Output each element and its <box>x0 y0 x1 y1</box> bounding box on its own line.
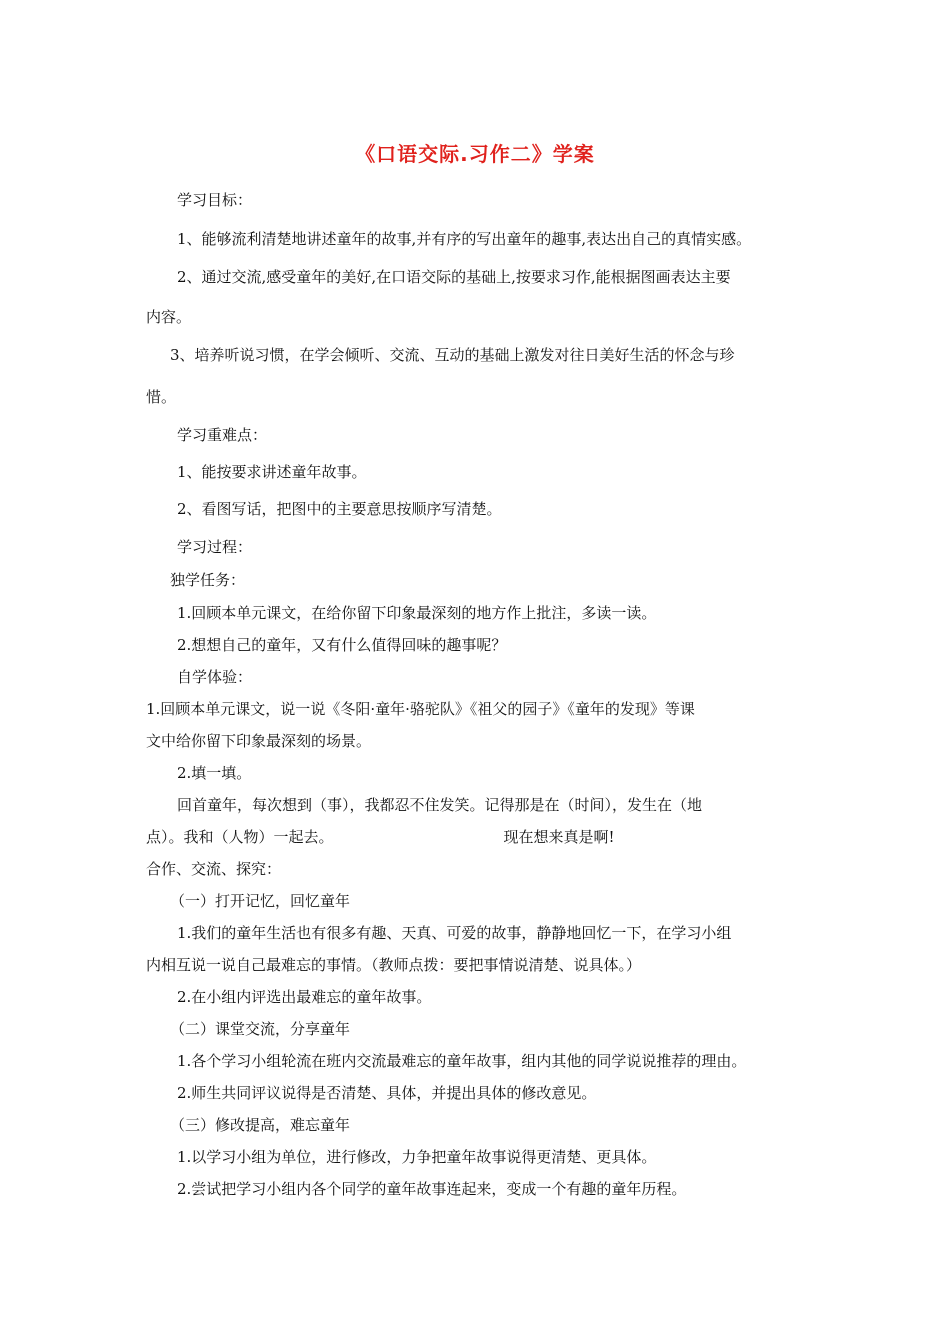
objectives-heading: 学习目标： <box>177 191 253 209</box>
self-study-item-2: 2.想想自己的童年，又有什么值得回味的趣事呢？ <box>177 636 507 654</box>
fill-in-line2 <box>146 827 615 847</box>
self-study-heading: 独学任务： <box>170 571 246 589</box>
part3-item-1: 1.以学习小组为单位，进行修改，力争把童年故事说得更清楚、更具体。 <box>177 1148 657 1166</box>
objective-3-line1: 3、培养听说习惯，在学会倾听、交流、互动的基础上激发对往日美好生活的怀念与珍 <box>170 346 735 364</box>
experience-heading: 自学体验： <box>177 668 253 686</box>
document-title: 《口语交际.习作二》学案 <box>355 142 595 166</box>
part2-item-2: 2.师生共同评议说得是否清楚、具体，并提出具体的修改意见。 <box>177 1084 597 1102</box>
part1-heading: （一）打开记忆，回忆童年 <box>170 892 351 910</box>
experience-item-1-line2: 文中给你留下印象最深刻的场景。 <box>146 732 372 750</box>
part2-item-1: 1.各个学习小组轮流在班内交流最难忘的童年故事，组内其他的同学说说推荐的理由。 <box>177 1052 747 1070</box>
key-points-heading: 学习重难点： <box>177 426 268 444</box>
key-point-2: 2、看图写话，把图中的主要意思按顺序写清楚。 <box>177 500 502 518</box>
cooperation-heading: 合作、交流、探究： <box>146 860 282 878</box>
objective-3-line2: 惜。 <box>146 388 177 406</box>
self-study-item-1: 1.回顾本单元课文，在给你留下印象最深刻的地方作上批注，多读一读。 <box>177 604 657 622</box>
part3-item-2: 2.尝试把学习小组内各个同学的童年故事连起来，变成一个有趣的童年历程。 <box>177 1180 687 1198</box>
part1-item-2: 2.在小组内评选出最难忘的童年故事。 <box>177 988 432 1006</box>
fill-in-part1: 点）。我和（人物）一起去。 <box>146 828 334 846</box>
objective-2-line1: 2、通过交流,感受童年的美好,在口语交际的基础上,按要求习作,能根据图画表达主要 <box>177 268 731 286</box>
key-point-1: 1、能按要求讲述童年故事。 <box>177 463 367 481</box>
process-heading: 学习过程： <box>177 538 253 556</box>
fill-in-line1: 回首童年，每次想到（事），我都忍不住发笑。记得那是在（时间），发生在（地 <box>177 796 703 814</box>
experience-item-2: 2.填一填。 <box>177 764 252 782</box>
part1-item-1-line1: 1.我们的童年生活也有很多有趣、天真、可爱的故事，静静地回忆一下，在学习小组 <box>177 924 732 942</box>
experience-item-1-line1: 1.回顾本单元课文，说一说《冬阳·童年·骆驼队》《祖父的园子》《童年的发现》等课 <box>146 700 695 718</box>
fill-in-part2: 现在想来真是啊! <box>503 828 615 846</box>
part3-heading: （三）修改提高，难忘童年 <box>170 1116 351 1134</box>
objective-1: 1、能够流利清楚地讲述童年的故事,并有序的写出童年的趣事,表达出自己的真情实感。 <box>177 230 752 248</box>
part2-heading: （二）课堂交流，分享童年 <box>170 1020 351 1038</box>
objective-2-line2: 内容。 <box>146 308 192 326</box>
part1-item-1-line2: 内相互说一说自己最难忘的事情。（教师点拨：要把事情说清楚、说具体。） <box>146 956 642 974</box>
